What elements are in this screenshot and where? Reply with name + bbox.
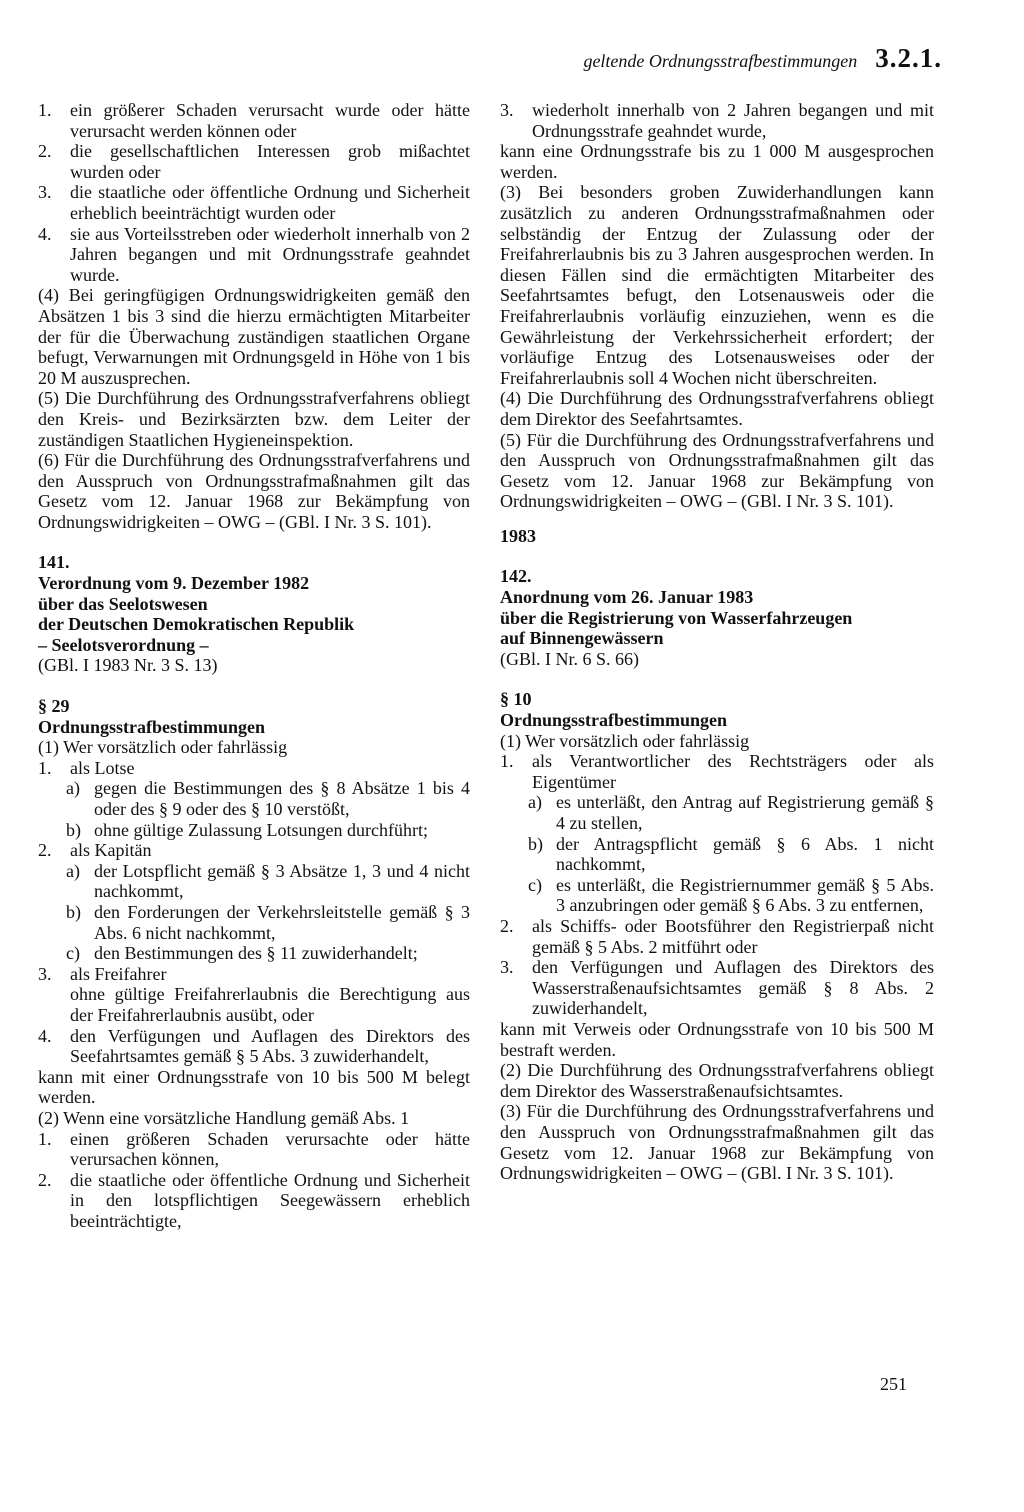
list-item: 2. die gesellschaftlichen Interessen grob mißachtet wurden oder xyxy=(38,141,470,182)
list-item: 1. einen größeren Schaden verursachte oder hätte verursachen können, xyxy=(38,1128,470,1170)
list-subitem: c) den Bestimmungen des § 11 zuwiderhandelt; xyxy=(66,943,418,964)
paragraph: kann eine Ordnungsstrafe bis zu 1 000 M ausgesprochen werden. xyxy=(500,141,934,182)
paragraph: (1) Wer vorsätzlich oder fahrlässig xyxy=(500,730,750,751)
entry-title-line: – Seelotsverordnung – xyxy=(38,634,209,655)
list-continuation: ohne gültige Freifahrerlaubnis die Berechtigung aus der Freifahrerlaubnis ausübt, oder xyxy=(70,984,470,1025)
entry-title-line: Anordnung vom 26. Januar 1983 xyxy=(500,587,754,608)
paragraph: (5) Für die Durchführung des Ordnungsstrafverfahrens und den Ausspruch von Ordnungsstrafmaßnahmen gilt das Gesetz vom 12. Januar 1968 zur Bekämpfung von Ordnungswidrigkeiten – OWG – (GBl. I Nr. 3 S. 101). xyxy=(500,429,934,512)
paragraph: (2) Die Durchführung des Ordnungsstrafverfahrens obliegt dem Direktor des Wasserstraßenaufsichtsamtes. xyxy=(500,1060,934,1101)
list-subitem: b) der Antragspflicht gemäß § 6 Abs. 1 nicht nachkommt, xyxy=(528,833,934,875)
list-subitem: a) der Lotspflicht gemäß § 3 Absätze 1, 3 und 4 nicht nachkommt, xyxy=(66,860,470,902)
entry-title-line: der Deutschen Demokratischen Republik xyxy=(38,614,355,635)
list-item: 3. als Freifahrer xyxy=(38,963,167,984)
list-item: 1. ein größerer Schaden verursacht wurde oder hätte verursacht werden können oder xyxy=(38,100,470,141)
list-item: 3. wiederholt innerhalb von 2 Jahren begangen und mit Ordnungsstrafe geahndet wurde, xyxy=(500,100,934,141)
list-item: 3. den Verfügungen und Auflagen des Direktors des Wasserstraßenaufsichtsamtes gemäß § 8 Abs. 2 zuwiderhandelt, xyxy=(500,957,934,1019)
page-number: 251 xyxy=(880,1374,907,1394)
paragraph: (2) Wenn eine vorsätzliche Handlung gemäß Abs. 1 xyxy=(38,1107,410,1128)
left-column xyxy=(38,100,470,1231)
paragraph: (3) Für die Durchführung des Ordnungsstrafverfahrens und den Ausspruch von Ordnungsstrafmaßnahmen gilt das Gesetz vom 12. Januar 1968 zur Bekämpfung von Ordnungswidrigkeiten – OWG – (GBl. I Nr. 3 S. 101). xyxy=(500,1101,934,1184)
list-item: 4. den Verfügungen und Auflagen des Direktors des Seefahrtsamtes gemäß § 5 Abs. 3 zuwiderhandelt, xyxy=(38,1025,470,1067)
list-item: 1. als Lotse xyxy=(38,757,135,778)
list-subitem: b) den Forderungen der Verkehrsleitstelle gemäß § 3 Abs. 6 nicht nachkommt, xyxy=(66,901,470,943)
list-item: 2. die staatliche oder öffentliche Ordnung und Sicherheit in den lotspflichtigen Seegewässern erheblich beeinträchtigte, xyxy=(38,1169,470,1231)
entry-number: 142. xyxy=(500,566,532,587)
list-item: 3. die staatliche oder öffentliche Ordnung und Sicherheit erheblich beeinträchtigt wurden oder xyxy=(38,182,470,223)
year-heading: 1983 xyxy=(500,525,536,546)
entry-title-line: auf Binnengewässern xyxy=(500,628,664,649)
list-subitem: a) gegen die Bestimmungen des § 8 Absätze 1 bis 4 oder des § 9 oder des § 10 verstößt, xyxy=(66,778,470,819)
entry-title-line: Verordnung vom 9. Dezember 1982 xyxy=(38,573,310,594)
entry-number: 141. xyxy=(38,552,70,573)
section-title: Ordnungsstrafbestimmungen xyxy=(500,710,728,731)
paragraph: (4) Die Durchführung des Ordnungsstrafverfahrens obliegt dem Direktor des Seefahrtsamtes. xyxy=(500,388,934,429)
section-heading: § 29 xyxy=(38,696,70,717)
list-item: 1. als Verantwortlicher des Rechtsträgers oder als Eigentümer xyxy=(500,751,934,792)
paragraph: kann mit einer Ordnungsstrafe von 10 bis 500 M belegt werden. xyxy=(38,1066,470,1108)
right-column xyxy=(500,100,934,1184)
paragraph: (3) Bei besonders groben Zuwiderhandlungen kann zusätzlich zu anderen Ordnungsstrafmaßnahmen oder selbständig der Entzug der Zulassung oder der Freifahrerlaubnis bis zu 3 Jahren ausgesprochen werden. In diesen Fällen sind die ermächtigten Mitarbeiter des Seefahrtsamtes befugt, den Lotsenausweis oder die Freifahrerlaubnis vorläufig einzuziehen, wenn es die Gewährleistung der Verkehrssicherheit erfordert; der vorläufige Entzug des Lotsenausweises oder der Freifahrerlaubnis soll 4 Wochen nicht überschreiten. xyxy=(500,182,934,388)
list-subitem: b) ohne gültige Zulassung Lotsungen durchführt; xyxy=(66,819,428,840)
list-item: 2. als Kapitän xyxy=(38,840,152,861)
list-subitem: a) es unterläßt, den Antrag auf Registrierung gemäß § 4 zu stellen, xyxy=(528,792,934,833)
section-title: Ordnungsstrafbestimmungen xyxy=(38,716,266,737)
page-header xyxy=(583,43,942,73)
running-title: geltende Ordnungsstrafbestimmungen xyxy=(583,51,858,71)
section-number: 3.2.1. xyxy=(875,43,942,73)
paragraph: (6) Für die Durchführung des Ordnungsstrafverfahrens und den Ausspruch von Ordnungsstrafmaßnahmen gilt das Gesetz vom 12. Januar 1968 zur Bekämpfung von Ordnungswidrigkeiten – OWG – (GBl. I Nr. 3 S. 101). xyxy=(38,450,470,532)
section-heading: § 10 xyxy=(500,689,532,710)
list-item: 4. sie aus Vorteilsstreben oder wiederholt innerhalb von 2 Jahren begangen und mit Ordnungsstrafe geahndet wurde. xyxy=(38,223,470,285)
paragraph: kann mit Verweis oder Ordnungsstrafe von 10 bis 500 M bestraft werden. xyxy=(500,1018,934,1060)
list-item: 2. als Schiffs- oder Bootsführer den Registrierpaß nicht gemäß § 5 Abs. 2 mitführt oder xyxy=(500,915,934,957)
entry-title-line: über das Seelotswesen xyxy=(38,593,208,614)
entry-title-line: über die Registrierung von Wasserfahrzeugen xyxy=(500,607,853,628)
paragraph: (1) Wer vorsätzlich oder fahrlässig xyxy=(38,737,288,758)
entry-source: (GBl. I Nr. 6 S. 66) xyxy=(500,648,639,669)
paragraph: (5) Die Durchführung des Ordnungsstrafverfahrens obliegt den Kreis- und Bezirksärzten bzw. dem Leiter der zuständigen Staatlichen Hygieneinspektion. xyxy=(38,388,470,450)
entry-source: (GBl. I 1983 Nr. 3 S. 13) xyxy=(38,655,218,676)
list-subitem: c) es unterläßt, die Registriernummer gemäß § 5 Abs. 3 anzubringen oder gemäß § 6 Abs. 3 zu entfernen, xyxy=(528,874,934,916)
paragraph: (4) Bei geringfügigen Ordnungswidrigkeiten gemäß den Absätzen 1 bis 3 sind die hierzu ermächtigten Mitarbeiter der für die Überwachung zuständigen staatlichen Organe befugt, Verwarnungen mit Ordnungsgeld in Höhe von 1 bis 20 M auszusprechen. xyxy=(38,285,470,388)
